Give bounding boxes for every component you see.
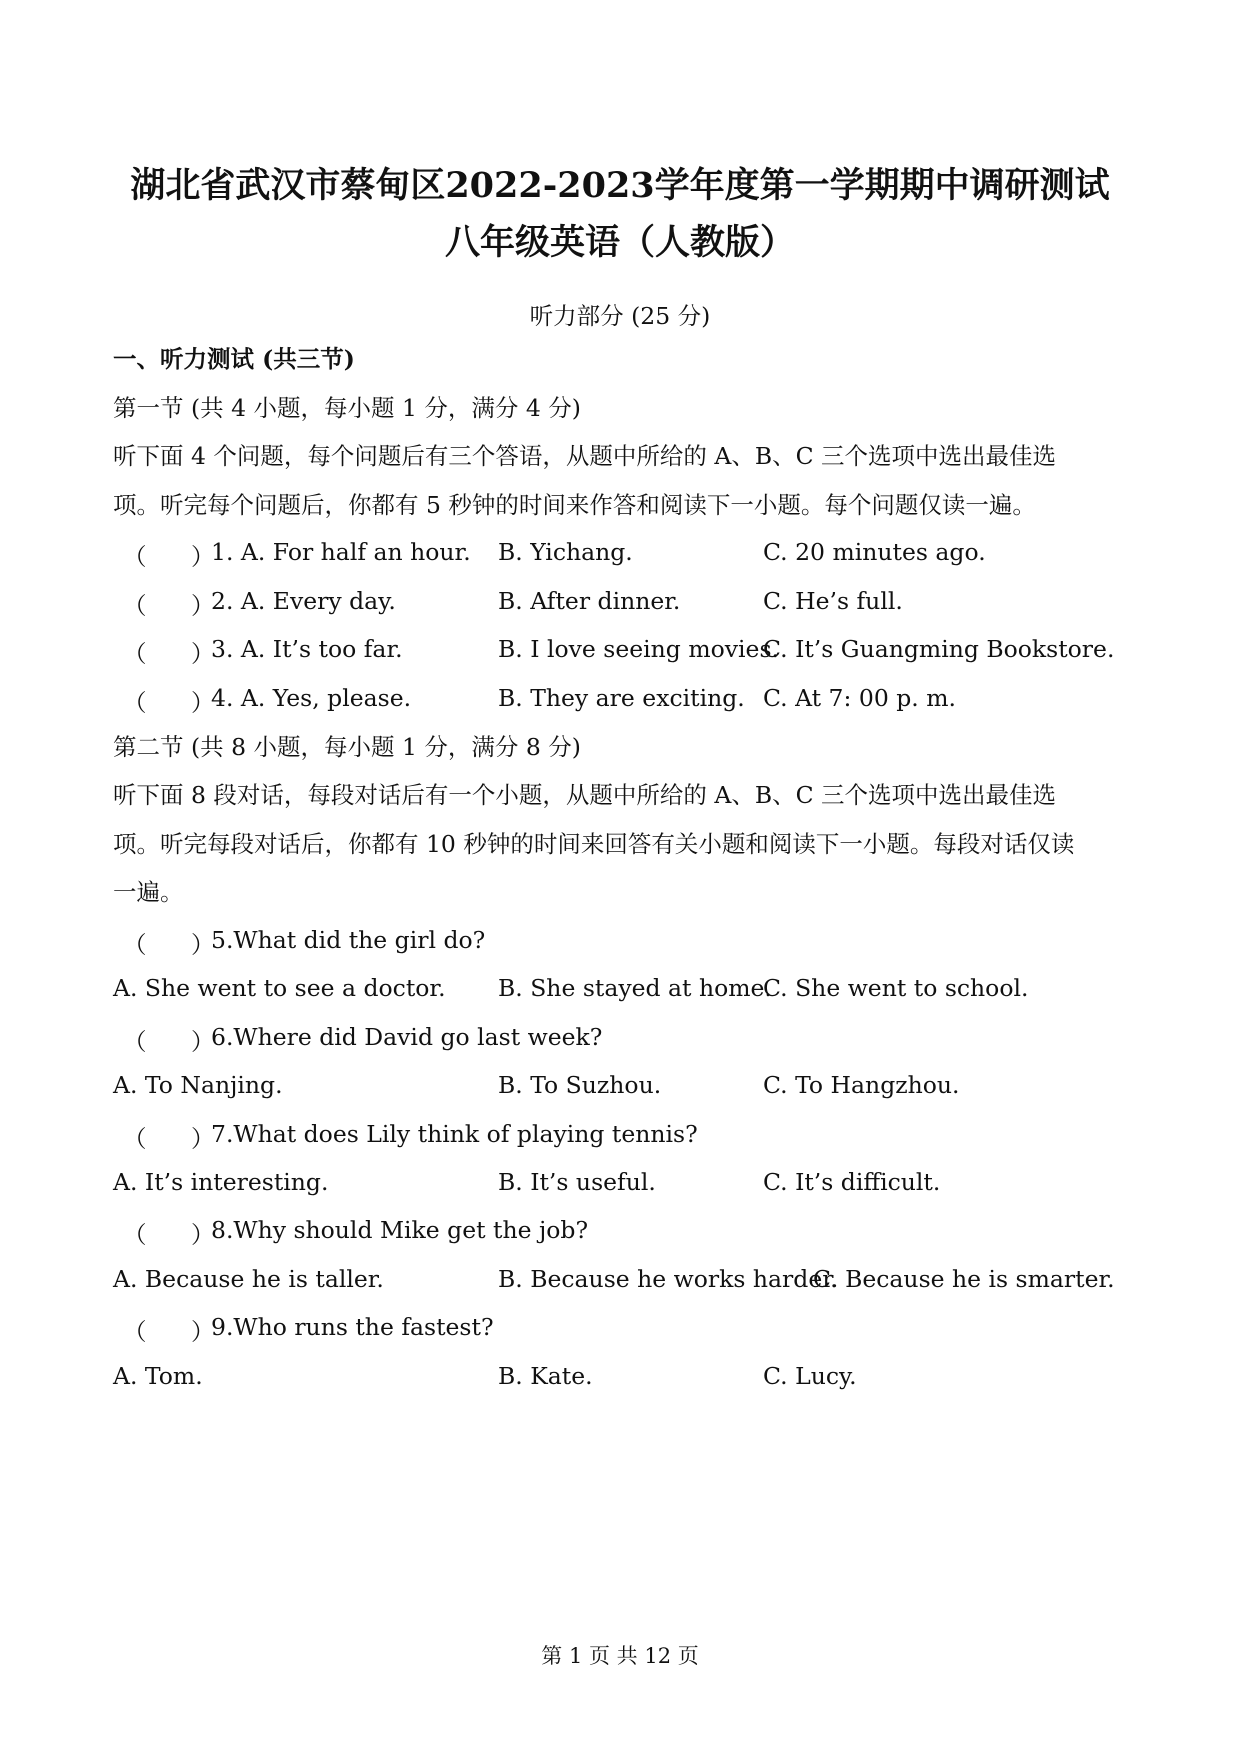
question-stem: 7.What does Lily think of playing tennis? xyxy=(211,1120,698,1148)
option-b: B. Because he works harder. xyxy=(498,1265,839,1293)
answer-paren-left: （ xyxy=(123,1028,147,1056)
option-a: A. Tom. xyxy=(113,1362,203,1390)
option-b: B. They are exciting. xyxy=(498,684,745,712)
question-stem: 6.Where did David go last week? xyxy=(211,1023,603,1051)
option-a: A. She went to see a doctor. xyxy=(113,974,446,1002)
answer-paren-left: （ xyxy=(123,1221,147,1249)
answer-paren-left: （ xyxy=(123,1125,147,1153)
answer-paren-right: ） xyxy=(191,592,215,620)
option-c: C. It’s difficult. xyxy=(763,1168,941,1196)
options-row xyxy=(113,1265,1133,1295)
answer-paren-right: ） xyxy=(191,689,215,717)
section1-instructions-line2: 项。听完每个问题后，你都有 5 秒钟的时间来作答和阅读下一小题。每个问题仅读一遍。 xyxy=(113,491,1036,519)
question-row xyxy=(113,684,1133,717)
question-stem: 5.What did the girl do? xyxy=(211,926,486,954)
option-b: B. Kate. xyxy=(498,1362,593,1390)
exam-title: 湖北省武汉市蔡甸区2022-2023学年度第一学期期中调研测试 xyxy=(130,165,1110,206)
option-c: C. She went to school. xyxy=(763,974,1029,1002)
answer-paren-right: ） xyxy=(191,1318,215,1346)
section1-heading: 第一节 (共 4 小题，每小题 1 分，满分 4 分) xyxy=(113,394,581,422)
answer-paren-left: （ xyxy=(123,931,147,959)
answer-paren-right: ） xyxy=(191,543,215,571)
answer-paren-right: ） xyxy=(191,640,215,668)
option-a: 4. A. Yes, please. xyxy=(211,684,412,712)
option-c: C. To Hangzhou. xyxy=(763,1071,960,1099)
section2-heading: 第二节 (共 8 小题，每小题 1 分，满分 8 分) xyxy=(113,733,581,761)
option-b: B. To Suzhou. xyxy=(498,1071,662,1099)
question-stem-row xyxy=(113,1313,1133,1346)
question-stem-row xyxy=(113,1023,1133,1056)
question-row xyxy=(113,587,1133,620)
answer-paren-left: （ xyxy=(123,689,147,717)
question-row xyxy=(113,635,1133,668)
options-row xyxy=(113,1071,1133,1101)
answer-paren-right: ） xyxy=(191,931,215,959)
option-c: C. Because he is smarter. xyxy=(813,1265,1115,1293)
answer-paren-right: ） xyxy=(191,1221,215,1249)
options-row xyxy=(113,974,1133,1004)
question-stem-row xyxy=(113,1216,1133,1249)
section2-instructions-line2: 项。听完每段对话后，你都有 10 秒钟的时间来回答有关小题和阅读下一小题。每段对话仅读 xyxy=(113,830,1075,858)
option-b: B. Yichang. xyxy=(498,538,633,566)
option-c: C. Lucy. xyxy=(763,1362,857,1390)
section-heading: 一、听力测试 (共三节) xyxy=(113,345,355,373)
section1-instructions-line1: 听下面 4 个问题，每个问题后有三个答语，从题中所给的 A、B、C 三个选项中选出最佳选 xyxy=(113,442,1057,470)
answer-paren-right: ） xyxy=(191,1125,215,1153)
listening-part-title: 听力部分 (25 分) xyxy=(529,302,711,330)
exam-subtitle: 八年级英语（人教版） xyxy=(444,222,795,263)
question-stem-row xyxy=(113,1120,1133,1153)
option-b: B. It’s useful. xyxy=(498,1168,656,1196)
answer-paren-left: （ xyxy=(123,592,147,620)
answer-paren-left: （ xyxy=(123,543,147,571)
options-row xyxy=(113,1168,1133,1198)
answer-paren-left: （ xyxy=(123,1318,147,1346)
option-b: B. She stayed at home. xyxy=(498,974,772,1002)
option-a: 1. A. For half an hour. xyxy=(211,538,471,566)
option-c: C. He’s full. xyxy=(763,587,903,615)
option-c: C. At 7: 00 p. m. xyxy=(763,684,957,712)
section2-instructions-line1: 听下面 8 段对话，每段对话后有一个小题，从题中所给的 A、B、C 三个选项中选出最佳选 xyxy=(113,781,1057,809)
question-row xyxy=(113,538,1133,571)
option-b: B. I love seeing movies. xyxy=(498,635,779,663)
option-a: 3. A. It’s too far. xyxy=(211,635,403,663)
option-a: A. To Nanjing. xyxy=(113,1071,283,1099)
question-stem: 8.Why should Mike get the job? xyxy=(211,1216,589,1244)
option-a: A. Because he is taller. xyxy=(113,1265,384,1293)
answer-paren-right: ） xyxy=(191,1028,215,1056)
option-a: A. It’s interesting. xyxy=(113,1168,329,1196)
option-b: B. After dinner. xyxy=(498,587,681,615)
question-stem-row xyxy=(113,926,1133,959)
section2-instructions-line3: 一遍。 xyxy=(113,878,184,906)
option-a: 2. A. Every day. xyxy=(211,587,396,615)
answer-paren-left: （ xyxy=(123,640,147,668)
options-row xyxy=(113,1362,1133,1392)
option-c: C. 20 minutes ago. xyxy=(763,538,986,566)
page-footer: 第 1 页 共 12 页 xyxy=(541,1644,699,1668)
question-stem: 9.Who runs the fastest? xyxy=(211,1313,494,1341)
option-c: C. It’s Guangming Bookstore. xyxy=(763,635,1115,663)
